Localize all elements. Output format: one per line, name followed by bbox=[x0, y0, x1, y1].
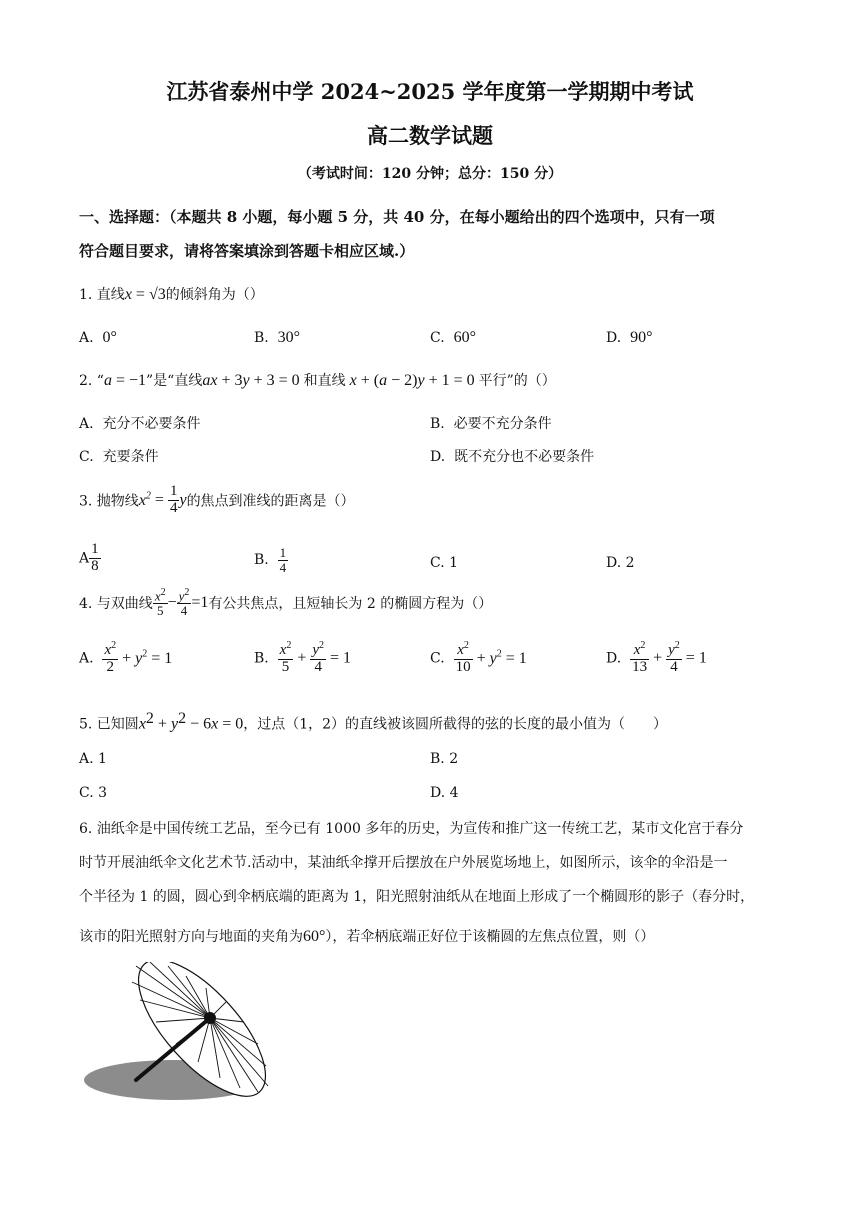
q5-option-b[interactable]: B. 2 bbox=[430, 751, 459, 767]
q1-option-d[interactable]: D. 90° bbox=[606, 329, 653, 346]
question-1: 1. 直线x = √3的倾斜角为（） bbox=[79, 286, 264, 303]
question-6-line1: 6. 油纸伞是中国传统工艺品，至今已有 1000 多年的历史，为宣传和推广这一传统工艺，某市文化宫于春分 bbox=[79, 821, 744, 837]
q5-option-d[interactable]: D. 4 bbox=[430, 785, 459, 801]
question-3: 3. 抛物线$x^2$ = $\frac{1}{4}$ y的焦点到准线的距离是（） bbox=[79, 483, 355, 516]
q5-option-a[interactable]: A. 1 bbox=[79, 751, 107, 767]
q1-option-a[interactable]: A. 0° bbox=[79, 329, 117, 346]
q1-option-c[interactable]: C. 60° bbox=[430, 329, 476, 346]
q5-option-c[interactable]: C. 3 bbox=[79, 785, 108, 801]
q1-option-b[interactable]: B. 30° bbox=[254, 329, 301, 346]
q4-option-d[interactable]: D. $\frac{x^2}{13}$ + $\frac{y^2}{4}$ = 1 bbox=[606, 640, 707, 675]
q1-formula: x bbox=[124, 286, 132, 303]
q4-option-a[interactable]: A. $\frac{x^2}{2}$ + $y^2 = 1$ bbox=[79, 640, 173, 675]
section-1-heading-line1: 一、选择题：（本题共 8 小题，每小题 5 分，共 40 分，在每小题给出的四个选项中，只有一项 bbox=[79, 208, 715, 226]
q4-option-b[interactable]: B. $\frac{x^2}{5}$ + $\frac{y^2}{4}$ = 1 bbox=[254, 640, 352, 675]
q2-option-a[interactable]: A. 充分不必要条件 bbox=[79, 416, 201, 432]
exam-title: 江苏省泰州中学 2024~2025 学年度第一学期期中考试 bbox=[166, 79, 694, 104]
q2-option-d[interactable]: D. 既不充分也不必要条件 bbox=[430, 449, 595, 465]
umbrella-figure bbox=[80, 962, 290, 1102]
q2-option-b[interactable]: B. 必要不充分条件 bbox=[430, 416, 552, 432]
q2-option-c[interactable]: C. 充要条件 bbox=[79, 449, 159, 465]
question-6-line2: 时节开展油纸伞文化艺术节.活动中，某油纸伞撑开后摆放在户外展览场地上，如图所示，该伞的伞沿是一 bbox=[79, 855, 728, 871]
question-5: 5. 已知圆$x^2 + y^2 - 6x = 0$，过点（1，2）的直线被该圆所截得的弦的长度的最小值为（ ） bbox=[79, 710, 668, 733]
exam-info: （考试时间：120 分钟；总分：150 分） bbox=[297, 166, 563, 182]
q3-option-a[interactable]: A $\frac{1}{8}$ bbox=[79, 541, 99, 574]
exam-subtitle: 高二数学试题 bbox=[367, 123, 493, 148]
q3-option-b[interactable]: B. $\frac{1}{4}$ bbox=[254, 545, 287, 575]
question-2: 2. “a = −1”是“直线ax + 3y + 3 = 0 和直线 x + (a − 2)y + 1 = 0 平行”的（） bbox=[79, 372, 556, 389]
question-6-line4: 该市的阳光照射方向与地面的夹角为60°），若伞柄底端正好位于该椭圆的左焦点位置，则（） bbox=[79, 928, 655, 945]
question-6-line3: 个半径为 1 的圆，圆心到伞柄底端的距离为 1，阳光照射油纸从在地面上形成了一个椭圆形的影子（春分时， bbox=[79, 889, 755, 905]
question-4: 4. 与双曲线 $\frac{x^2}{5}$ − $\frac{y^2}{4}$ =1有公共焦点，且短轴长为 2 的椭圆方程为（） bbox=[79, 587, 493, 618]
q3-option-d[interactable]: D. 2 bbox=[606, 555, 635, 571]
q3-option-c[interactable]: C. 1 bbox=[430, 555, 459, 571]
q4-option-c[interactable]: C. $\frac{x^2}{10}$ + $y^2 = 1$ bbox=[430, 640, 527, 675]
section-1-heading-line2: 符合题目要求，请将答案填涂到答题卡相应区域.） bbox=[79, 242, 415, 260]
